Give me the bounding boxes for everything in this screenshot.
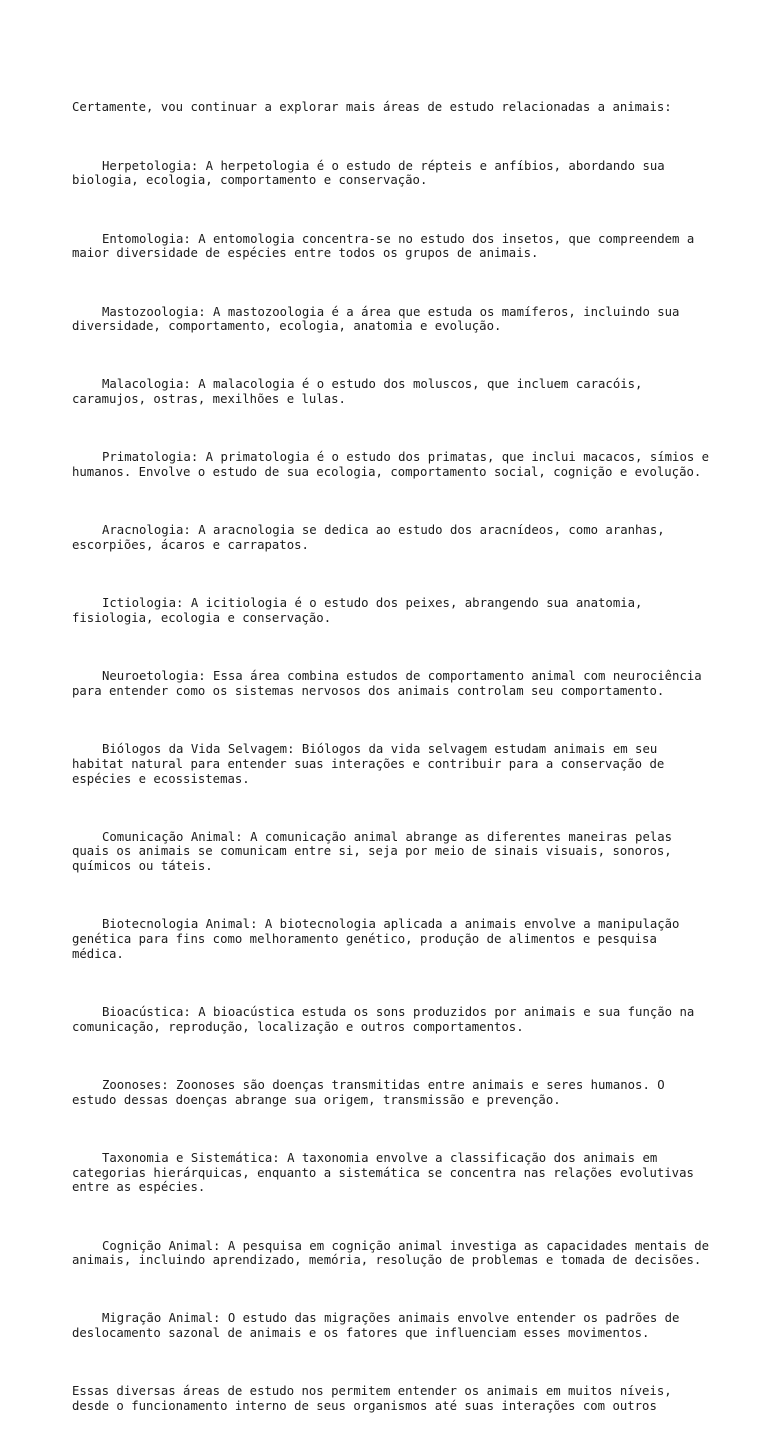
intro-paragraph: Certamente, vou continuar a explorar mais áreas de estudo relacionadas a animais: xyxy=(72,100,672,115)
paragraph-malacologia: Malacologia: A malacologia é o estudo dos moluscos, que incluem caracóis, caramujos, ostras, mexilhões e lulas. xyxy=(72,377,650,407)
paragraph-herpetologia: Herpetologia: A herpetologia é o estudo de répteis e anfíbios, abordando sua biologia, ecologia, comportamento e conservação. xyxy=(72,158,673,188)
paragraph-mastozoologia: Mastozoologia: A mastozoologia é a área que estuda os mamíferos, incluindo sua diversidade, comportamento, ecologia, anatomia e evolução. xyxy=(72,304,687,334)
paragraph-zoonoses: Zoonoses: Zoonoses são doenças transmitidas entre animais e seres humanos. O estudo dessas doenças abrange sua origem, transmissão e prevenção. xyxy=(72,1077,673,1107)
document-page xyxy=(72,71,717,1443)
paragraph-biologos-vida-selvagem: Biólogos da Vida Selvagem: Biólogos da vida selvagem estudam animais em seu habitat natural para entender suas interações e contribuir para a conservação de espécies e ecossistemas. xyxy=(72,742,672,786)
paragraph-comunicacao-animal: Comunicação Animal: A comunicação animal abrange as diferentes maneiras pelas quais os animais se comunicam entre si, seja por meio de sinais visuais, sonoros, químicos ou táteis. xyxy=(72,829,680,874)
paragraph-biotecnologia-animal: Biotecnologia Animal: A biotecnologia aplicada a animais envolve a manipulação genética para fins como melhoramento genético, produção de alimentos e pesquisa médica. xyxy=(72,917,687,961)
paragraph-bioacustica: Bioacústica: A bioacústica estuda os sons produzidos por animais e sua função na comunicação, reprodução, localização e outros comportamentos. xyxy=(72,1005,702,1034)
paragraph-primatologia: Primatologia: A primatologia é o estudo dos primatas, que inclui macacos, símios e humanos. Envolve o estudo de sua ecologia, comportamento social, cognição e evolução. xyxy=(72,450,717,480)
paragraph-aracnologia: Aracnologia: A aracnologia se dedica ao estudo dos aracnídeos, como aranhas, escorpiões, ácaros e carrapatos. xyxy=(72,523,673,552)
paragraph-cognicao-animal: Cognição Animal: A pesquisa em cognição animal investiga as capacidades mentais de animais, incluindo aprendizado, memória, resolução de problemas e tomada de decisões. xyxy=(72,1238,717,1268)
paragraph-neuroetologia: Neuroetologia: Essa área combina estudos de comportamento animal com neurociência para entender como os sistemas nervosos dos animais controlam seu comportamento. xyxy=(72,669,710,698)
paragraph-entomologia: Entomologia: A entomologia concentra-se no estudo dos insetos, que compreendem a maior diversidade de espécies entre todos os grupos de animais. xyxy=(72,231,702,261)
paragraph-migracao-animal: Migração Animal: O estudo das migrações animais envolve entender os padrões de deslocamento sazonal de animais e os fatores que influenciam esses movimentos. xyxy=(72,1311,687,1341)
paragraph-taxonomia-sistematica: Taxonomia e Sistemática: A taxonomia envolve a classificação dos animais em categorias hierárquicas, enquanto a sistemática se concentra nas relações evolutivas entre as espécies. xyxy=(72,1150,702,1195)
closing-paragraph: Essas diversas áreas de estudo nos permitem entender os animais em muitos níveis, desde o funcionamento interno de seus organismos até suas interações com outros xyxy=(72,1384,680,1414)
paragraph-ictiologia: Ictiologia: A icitiologia é o estudo dos peixes, abrangendo sua anatomia, fisiologia, ecologia e conservação. xyxy=(72,596,650,625)
